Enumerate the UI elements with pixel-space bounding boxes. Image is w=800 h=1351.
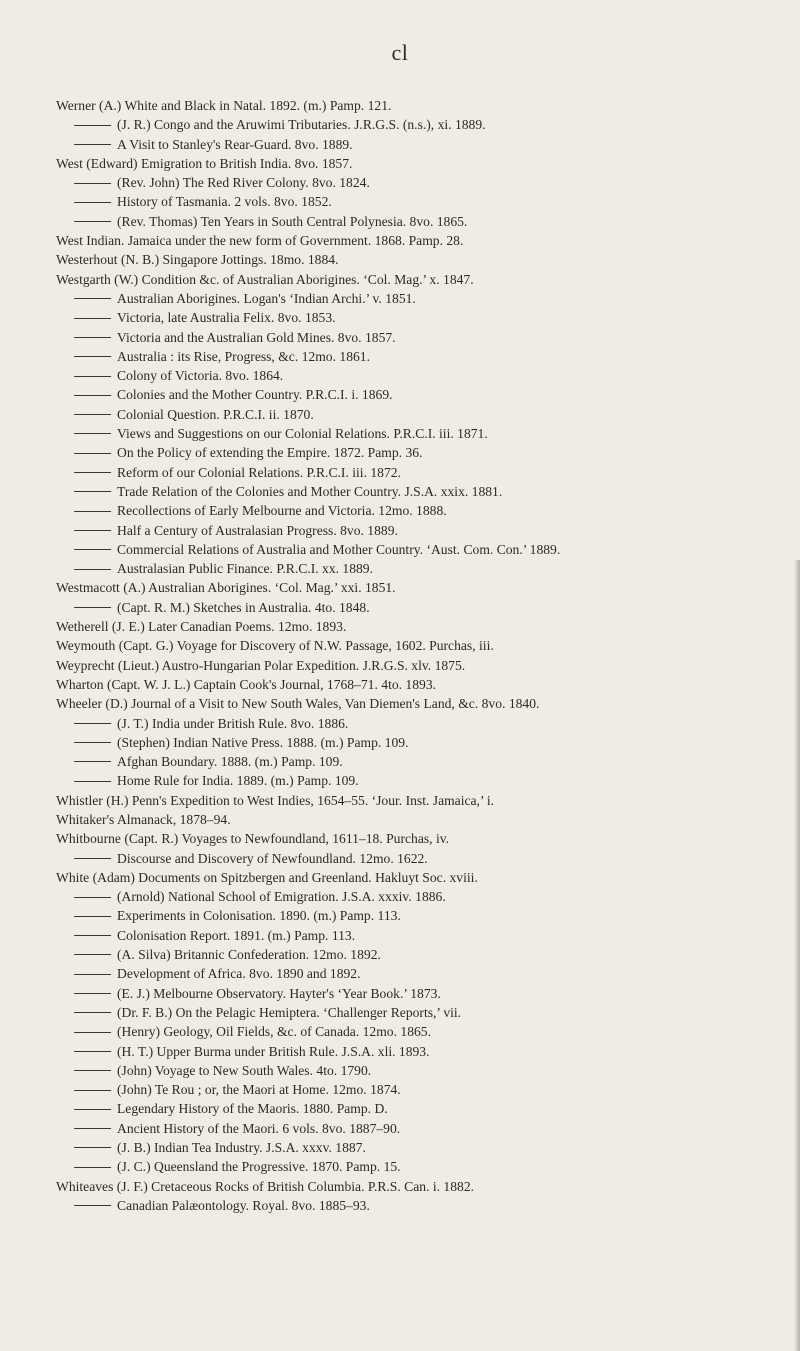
main-entry [56,675,796,694]
entry-text: (J. B.) Indian Tea Industry. J.S.A. xxxv. 1887. [117,1140,366,1156]
ditto-dash [74,1012,111,1013]
main-entry [56,791,796,810]
entry-text: West Indian. Jamaica under the new form of Government. 1868. Pamp. 28. [56,233,464,249]
entry-text: (Dr. F. B.) On the Pelagic Hemiptera. ‘Challenger Reports,’ vii. [117,1004,462,1020]
sub-entry [56,366,796,385]
ditto-dash [74,472,111,473]
ditto-dash [74,1167,111,1168]
sub-entry [56,964,796,983]
ditto-dash [74,858,111,859]
entry-text: Colonies and the Mother Country. P.R.C.I. i. 1869. [117,387,393,403]
sub-entry [56,135,796,154]
entry-text: (Stephen) Indian Native Press. 1888. (m.) Pamp. 109. [117,734,409,750]
sub-entry [56,1196,796,1215]
sub-entry [56,1157,796,1176]
page-number: cl [391,40,409,65]
sub-entry [56,945,796,964]
main-entry [56,810,796,829]
entry-text: Commercial Relations of Australia and Mother Country. ‘Aust. Com. Con.’ 1889. [117,541,561,557]
sub-entry [56,733,796,752]
ditto-dash [74,202,111,203]
entry-text: Weymouth (Capt. G.) Voyage for Discovery of N.W. Passage, 1602. Purchas, iii. [56,638,494,654]
ditto-dash [74,183,111,184]
entry-text: Legendary History of the Maoris. 1880. Pamp. D. [117,1101,388,1117]
ditto-dash [74,1032,111,1033]
ditto-dash [74,954,111,955]
entry-text: (Arnold) National School of Emigration. J.S.A. xxxiv. 1886. [117,889,446,905]
sub-entry [56,1003,796,1022]
sub-entry [56,771,796,790]
entry-text: Victoria, late Australia Felix. 8vo. 1853. [117,310,336,326]
ditto-dash [74,511,111,512]
sub-entry [56,115,796,134]
sub-entry [56,1022,796,1041]
ditto-dash [74,491,111,492]
ditto-dash [74,337,111,338]
entry-text: Colonial Question. P.R.C.I. ii. 1870. [117,406,314,422]
main-entry [56,578,796,597]
entry-text: Development of Africa. 8vo. 1890 and 1892. [117,966,361,982]
sub-entry [56,443,796,462]
ditto-dash [74,1109,111,1110]
sub-entry [56,926,796,945]
entry-text: On the Policy of extending the Empire. 1872. Pamp. 36. [117,445,423,461]
main-entry [56,231,796,250]
entry-text: Views and Suggestions on our Colonial Relations. P.R.C.I. iii. 1871. [117,426,488,442]
sub-entry [56,559,796,578]
sub-entry [56,482,796,501]
entry-text: Colonisation Report. 1891. (m.) Pamp. 113. [117,927,356,943]
main-entry [56,270,796,289]
ditto-dash [74,781,111,782]
entry-text: Whiteaves (J. F.) Cretaceous Rocks of British Columbia. P.R.S. Can. i. 1882. [56,1178,475,1194]
ditto-dash [74,395,111,396]
ditto-dash [74,742,111,743]
sub-entry [56,212,796,231]
ditto-dash [74,414,111,415]
entry-text: Discourse and Discovery of Newfoundland. 12mo. 1622. [117,850,428,866]
sub-entry [56,1138,796,1157]
entry-text: Wharton (Capt. W. J. L.) Captain Cook's Journal, 1768–71. 4to. 1893. [56,676,437,692]
ditto-dash [74,1070,111,1071]
entry-text: Afghan Boundary. 1888. (m.) Pamp. 109. [117,754,343,770]
sub-entry [56,173,796,192]
entry-text: Colony of Victoria. 8vo. 1864. [117,368,284,384]
main-entry [56,96,796,115]
entry-text: Weyprecht (Lieut.) Austro-Hungarian Polar Expedition. J.R.G.S. xlv. 1875. [56,657,466,673]
entry-text: (J. T.) India under British Rule. 8vo. 1886. [117,715,349,731]
ditto-dash [74,376,111,377]
ditto-dash [74,356,111,357]
ditto-dash [74,1090,111,1091]
entry-text: History of Tasmania. 2 vols. 8vo. 1852. [117,194,332,210]
entry-list [56,96,796,1215]
entry-text: Australia : its Rise, Progress, &c. 12mo. 1861. [117,348,370,364]
sub-entry [56,540,796,559]
ditto-dash [74,761,111,762]
sub-entry [56,752,796,771]
sub-entry [56,849,796,868]
entry-text: Home Rule for India. 1889. (m.) Pamp. 109. [117,773,359,789]
ditto-dash [74,144,111,145]
entry-text: (Capt. R. M.) Sketches in Australia. 4to. 1848. [117,599,370,615]
entry-text: (J. R.) Congo and the Aruwimi Tributaries. J.R.G.S. (n.s.), xi. 1889. [117,117,486,133]
entry-text: Westgarth (W.) Condition &c. of Australian Aborigines. ‘Col. Mag.’ x. 1847. [56,271,474,287]
entry-text: Whitbourne (Capt. R.) Voyages to Newfoundland, 1611–18. Purchas, iv. [56,831,450,847]
entry-text: Australasian Public Finance. P.R.C.I. xx. 1889. [117,561,373,577]
entry-text: Ancient History of the Maori. 6 vols. 8vo. 1887–90. [117,1120,401,1136]
entry-text: (H. T.) Upper Burma under British Rule. J.S.A. xli. 1893. [117,1043,430,1059]
sub-entry [56,192,796,211]
entry-text: (Rev. John) The Red River Colony. 8vo. 1824. [117,175,370,191]
entry-text: Victoria and the Australian Gold Mines. 8vo. 1857. [117,329,396,345]
ditto-dash [74,125,111,126]
entry-text: Reform of our Colonial Relations. P.R.C.I. iii. 1872. [117,464,401,480]
ditto-dash [74,1051,111,1052]
sub-entry [56,347,796,366]
ditto-dash [74,974,111,975]
main-entry [56,868,796,887]
ditto-dash [74,221,111,222]
page-edge-shadow [794,560,800,1351]
entry-text: Trade Relation of the Colonies and Mother Country. J.S.A. xxix. 1881. [117,483,503,499]
sub-entry [56,501,796,520]
sub-entry [56,424,796,443]
ditto-dash [74,935,111,936]
ditto-dash [74,916,111,917]
ditto-dash [74,530,111,531]
entry-text: A Visit to Stanley's Rear-Guard. 8vo. 1889. [117,136,353,152]
sub-entry [56,1042,796,1061]
entry-text: Wheeler (D.) Journal of a Visit to New South Wales, Van Diemen's Land, &c. 8vo. 1840. [56,696,540,712]
sub-entry [56,385,796,404]
sub-entry [56,1061,796,1080]
entry-text: Recollections of Early Melbourne and Victoria. 12mo. 1888. [117,503,447,519]
sub-entry [56,984,796,1003]
sub-entry [56,328,796,347]
ditto-dash [74,433,111,434]
sub-entry [56,906,796,925]
sub-entry [56,521,796,540]
main-entry [56,250,796,269]
ditto-dash [74,1147,111,1148]
ditto-dash [74,298,111,299]
sub-entry [56,714,796,733]
main-entry [56,1177,796,1196]
main-entry [56,829,796,848]
sub-entry [56,405,796,424]
entry-text: West (Edward) Emigration to British India. 8vo. 1857. [56,155,353,171]
entry-text: Half a Century of Australasian Progress. 8vo. 1889. [117,522,398,538]
sub-entry [56,289,796,308]
ditto-dash [74,569,111,570]
sub-entry [56,1080,796,1099]
entry-text: Canadian Palæontology. Royal. 8vo. 1885–93. [117,1197,370,1213]
main-entry [56,154,796,173]
ditto-dash [74,723,111,724]
entry-text: Wetherell (J. E.) Later Canadian Poems. 12mo. 1893. [56,619,347,635]
sub-entry [56,1119,796,1138]
ditto-dash [74,549,111,550]
entry-text: Whitaker's Almanack, 1878–94. [56,811,231,827]
entry-text: (E. J.) Melbourne Observatory. Hayter's ‘Year Book.’ 1873. [117,985,441,1001]
sub-entry [56,598,796,617]
entry-text: (J. C.) Queensland the Progressive. 1870. Pamp. 15. [117,1159,401,1175]
entry-text: White (Adam) Documents on Spitzbergen and Greenland. Hakluyt Soc. xviii. [56,869,478,885]
sub-entry [56,887,796,906]
entry-text: Whistler (H.) Penn's Expedition to West Indies, 1654–55. ‘Jour. Inst. Jamaica,’ i. [56,792,495,808]
ditto-dash [74,318,111,319]
entry-text: Experiments in Colonisation. 1890. (m.) Pamp. 113. [117,908,401,924]
ditto-dash [74,1128,111,1129]
entry-text: (Henry) Geology, Oil Fields, &c. of Canada. 12mo. 1865. [117,1024,431,1040]
entry-text: (A. Silva) Britannic Confederation. 12mo. 1892. [117,947,381,963]
entry-text: (John) Voyage to New South Wales. 4to. 1790. [117,1062,372,1078]
sub-entry [56,463,796,482]
entry-text: Australian Aborigines. Logan's ‘Indian Archi.’ v. 1851. [117,290,416,306]
main-entry [56,636,796,655]
ditto-dash [74,993,111,994]
main-entry [56,656,796,675]
ditto-dash [74,897,111,898]
sub-entry [56,308,796,327]
entry-text: Werner (A.) White and Black in Natal. 1892. (m.) Pamp. 121. [56,98,392,113]
entry-text: Westmacott (A.) Australian Aborigines. ‘Col. Mag.’ xxi. 1851. [56,580,396,596]
entry-text: (Rev. Thomas) Ten Years in South Central Polynesia. 8vo. 1865. [117,213,468,229]
main-entry [56,694,796,713]
ditto-dash [74,1205,111,1206]
ditto-dash [74,453,111,454]
main-entry [56,617,796,636]
entry-text: Westerhout (N. B.) Singapore Jottings. 18mo. 1884. [56,252,339,268]
ditto-dash [74,607,111,608]
sub-entry [56,1099,796,1118]
entry-text: (John) Te Rou ; or, the Maori at Home. 12mo. 1874. [117,1082,401,1098]
